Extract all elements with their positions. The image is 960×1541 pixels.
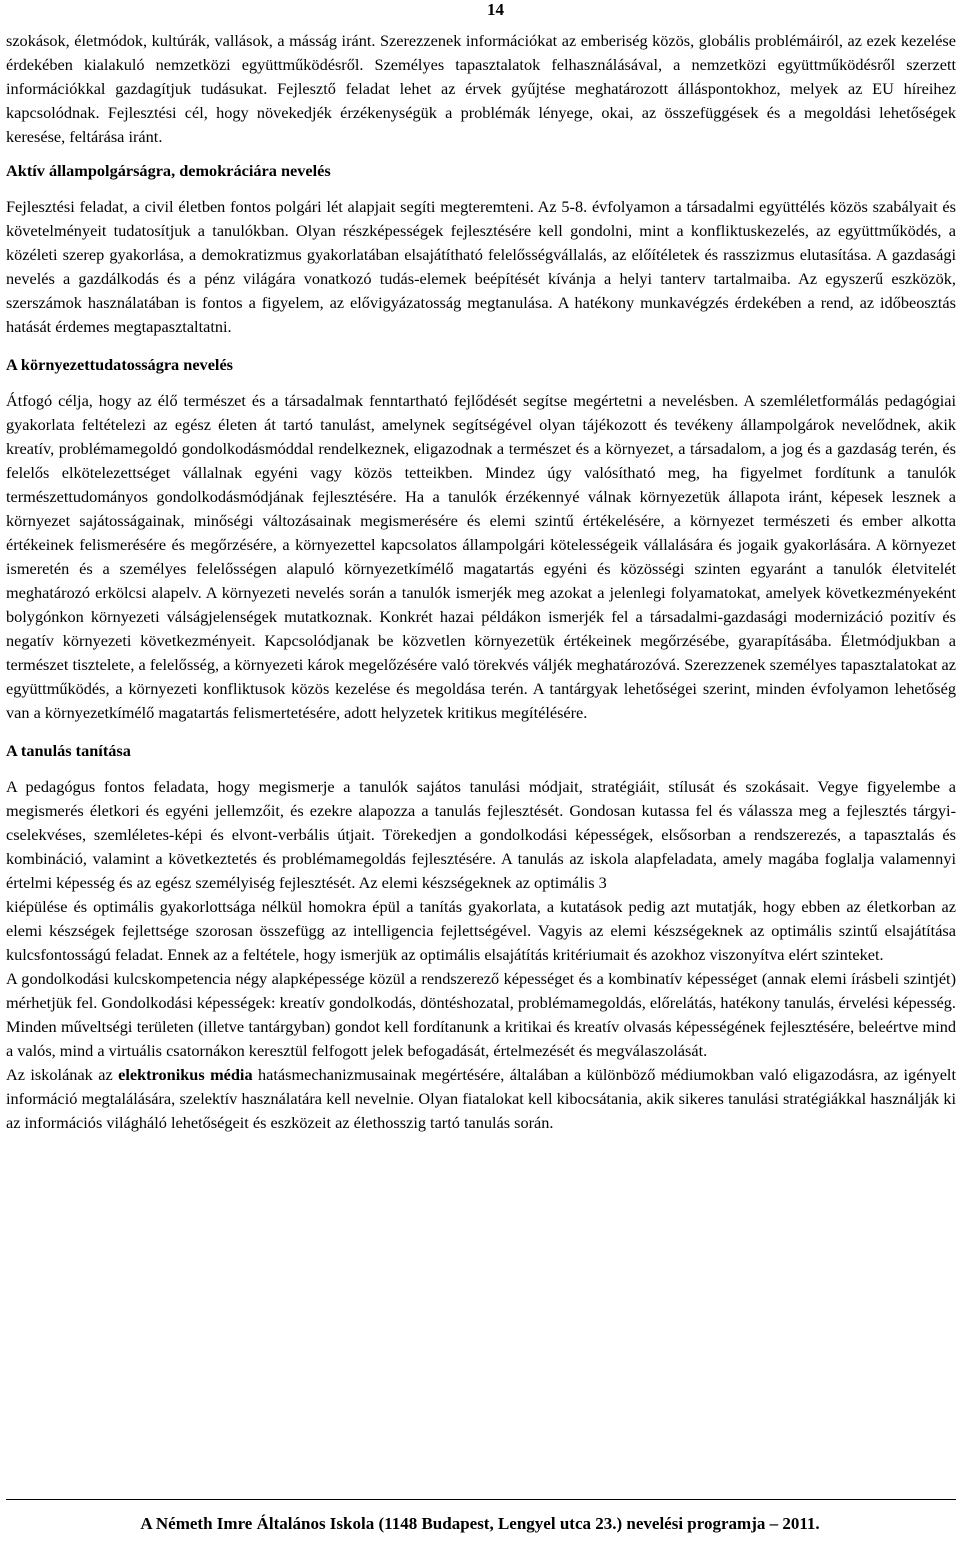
page-footer: A Németh Imre Általános Iskola (1148 Budapest, Lengyel utca 23.) nevelési programja – 2011.: [140, 1514, 820, 1533]
media-bold-term: elektronikus média: [118, 1065, 253, 1084]
heading-active-citizenship: Aktív állampolgárságra, demokráciára nevelés: [6, 161, 331, 180]
paragraph-civil-life: Fejlesztési feladat, a civil életben fontos polgári lét alapjait segíti megteremteni. Az 5-8. évfolyamon a társadalmi együttélés közös szabályait és követelményeit tudatosítjuk a tanulókban. Olyan részképességek fejlesztésére kell gondolni, mint a konfliktuskezelés, az együttműködés, a közéleti szerep gyakorlása, a demokratizmus gyakorlatában elsajátítható felelősségvállalás, az előítéletek és rasszizmus elutasítása. A gazdasági nevelés a gazdálkodás és a pénz világára vonatkozó tudás-elemek beépítését kívánja a helyi tanterv tartalmaiba. Az egyszerű eszközök, szerszámok használatában is fontos a figyelem, az elővigyázatosság megtanulása. A hatékony munkavégzés érdekében a rend, az időbeosztás hatását érdemes megtapasztaltatni.: [6, 197, 956, 336]
page-number: 14: [487, 0, 504, 19]
paragraph-electronic-media: [6, 1063, 956, 1135]
paragraph-environment: Átfogó célja, hogy az élő természet és a társadalmak fenntartható fejlődését segítse megértetni a nevelésben. A szemléletformálás pedagógiai gyakorlata feltételezi az egész életen át tartó tanulást, amelynek segítségével olyan tájékozott és tevékeny állampolgárok nevelődnek, akik kreatív, problémamegoldó gondolkodásmóddal rendelkeznek, eligazodnak a természet és a környezet, a társadalom, a jog és a gazdaság terén, és felelős elkötelezettséget vállalnak egyéni vagy közös tetteikben. Mindez úgy valósítható meg, ha figyelmet fordítunk a tanulók természettudományos gondolkodásmódjának fejlesztésére. Ha a tanulók érzékennyé válnak környezetük állapota iránt, képesek lesznek a környezet sajátosságainak, minőségi változásainak megismerésére és elemi szintű értékelésére, a környezet természeti és ember alkotta értékeinek felismerésére és megőrzésére, a környezettel kapcsolatos állampolgári kötelességeik vállalására és jogaik gyakorlására. A környezet ismeretén és a személyes felelősségen alapuló környezetkímélő magatartás egyéni és közösségi szinten egyaránt a tanulók életvitelét meghatározó erkölcsi alapelv. A környezeti nevelés során a tanulók ismerjék meg azokat a jelenlegi folyamatokat, amelyek következményeként bolygónkon környezeti válságjelenségek mutatkoznak. Konkrét hazai példákon ismerjék fel a társadalmi-gazdasági modernizáció pozitív és negatív környezeti következményeit. Kapcsolódjanak be közvetlen környezetük értékeinek megőrzésébe, gyarapításába. Életmódjukban a természet tisztelete, a felelősség, a környezeti károk megelőzésére való törekvés váljék meghatározóvá. Szerezzenek személyes tapasztalatokat az együttműködés, a környezeti konfliktusok közös kezelése és megoldása terén. A tantárgyak lehetőségei szerint, minden évfolyamon lehetőség van a környezetkímélő magatartás felismertetésére, adott helyzetek kritikus megítélésére.: [6, 391, 956, 722]
media-text-suffix: hatásmechanizmusainak megértésére, általában a különböző médiumokban való eligazodásra, az igényelt információ megtalálására, szelektív használatára kell nevelnie. Olyan fiatalokat kell kibocsátania, akik sikeres tanulási stratégiákkal használják ki az információs világháló lehetőségeit és eszközeit az élethosszig tartó tanulás során.: [6, 1065, 956, 1132]
paragraph-basic-skills: kiépülése és optimális gyakorlottsága nélkül homokra épül a tanítás gyakorlata, a kutatások pedig azt mutatják, hogy ebben az életkorban az elemi készségek fejlettsége szorosan összefügg az intelligencia fejlettségével. Vagyis az elemi készségeknek az optimális szintű elsajátítása kulcsfontosságú feladat. Ennek az a feltétele, hogy ismerjük az optimális elsajátítás kritériumait és azokhoz viszonyítva elért szinteket.: [6, 897, 956, 964]
media-text-prefix: Az iskolának az: [6, 1065, 119, 1084]
paragraph-teacher-task: A pedagógus fontos feladata, hogy megismerje a tanulók sajátos tanulási módjait, stratégiáit, stílusát és szokásait. Vegye figyelembe a megismerés életkori és egyéni jellemzőit, és ezekre alapozza a tanulás fejlesztését. Gondosan kutassa fel és válassza meg a fejlesztés tárgyi-cselekvéses, szemléletes-képi és elvont-verbális útjait. Törekedjen a gondolkodási képességek, elsősorban a rendszerezés, a tapasztalás és kombináció, valamint a következtetés és problémamegoldás fejlesztésére. A tanulás az iskola alapfeladata, amely magába foglalja valamennyi értelmi képesség és az egész személyiség fejlesztését. Az elemi készségeknek az optimális 3: [6, 777, 956, 892]
document-body: [6, 29, 956, 1135]
paragraph-global-problems: szokások, életmódok, kultúrák, vallások, a másság iránt. Szerezzenek információkat az emberiség közös, globális problémáiról, az ezek kezelése érdekében kialakuló nemzetközi együttműködésről. Személyes tapasztalatok felhasználásával, a nemzetközi együttműködésről szerzett információkkal gazdagítjuk tudásukat. Fejlesztő feladat lehet az érvek gyűjtése meghatározott álláspontokhoz, melyek az EU híreihez kapcsolódnak. Fejlesztési cél, hogy növekedjék érzékenységük a problémák lényege, okai, az összefüggések és a megoldási lehetőségek keresése, feltárása iránt.: [6, 31, 956, 146]
footer-divider: [6, 1499, 956, 1500]
heading-environmental-awareness: A környezettudatosságra nevelés: [6, 355, 234, 374]
paragraph-thinking-competence: A gondolkodási kulcskompetencia négy alapképessége közül a rendszerező képességet és a kombinatív képességet (annak elemi írásbeli szintjét) mérhetjük fel. Gondolkodási képességek: kreatív gondolkodás, döntéshozatal, problémamegoldás, előrelátás, hatékony tanulás, érvelési képesség. Minden műveltségi területen (illetve tantárgyban) gondot kell fordítanunk a kritikai és kreatív olvasás képességének fejlesztésére, beleértve mind a valós, mind a virtuális csatornákon keresztül felfogott jelek befogadását, értelmezését és megválaszolását.: [6, 969, 956, 1060]
heading-teaching-learning: A tanulás tanítása: [6, 741, 131, 760]
